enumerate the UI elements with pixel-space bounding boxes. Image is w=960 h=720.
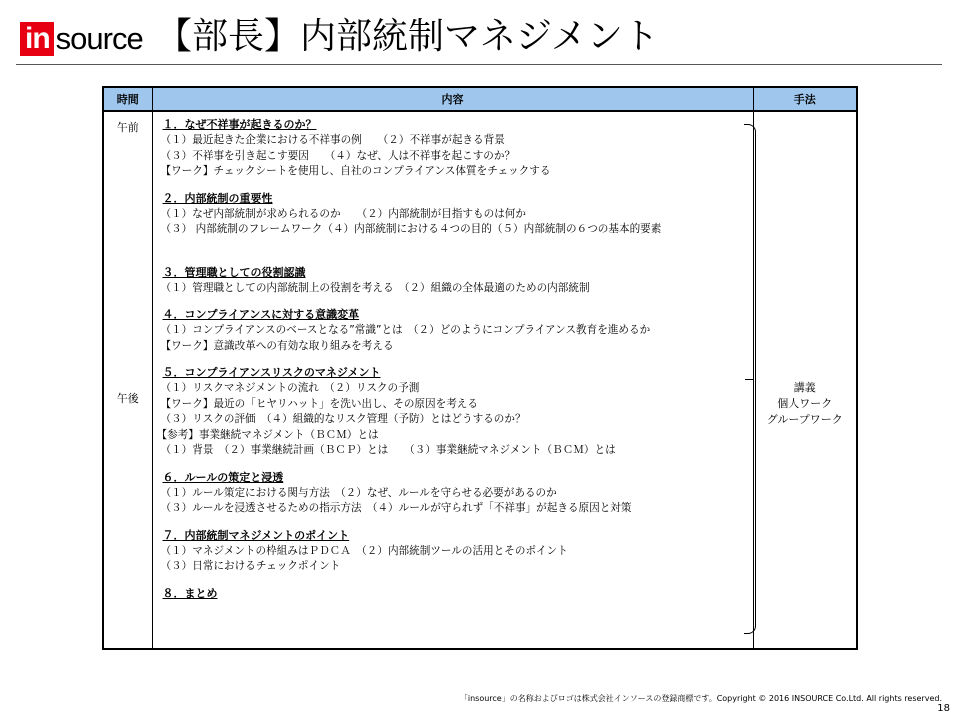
section-title: ７．内部統制マネジメントのポイント <box>162 528 350 542</box>
insource-logo <box>20 22 143 56</box>
section-title: ８．まとめ <box>162 586 218 600</box>
section-line: （１）背景 （２）事業継続計画（ＢＣＰ）とは （３）事業継続マネジメント（ＢＣＭ）とは <box>160 444 616 456</box>
section-title: ３．管理職としての役割認識 <box>162 265 306 279</box>
section-title: １．なぜ不祥事が起きるのか？ <box>162 118 317 131</box>
time-cell <box>103 111 152 649</box>
section-7 <box>161 528 753 575</box>
section-line: （３） 内部統制のフレームワーク（４）内部統制における４つの目的（５）内部統制の６つの基本的要素 <box>160 223 662 235</box>
page-title: 【部長】内部統制マネジメント <box>156 16 659 57</box>
section-line: （１）コンプライアンスのベースとなる”常識”とは （２）どのようにコンプライアンス教育を進めるか <box>160 324 651 336</box>
section-line: 【ワーク】最近の「ヒヤリハット」を洗い出し、その原因を考える <box>160 397 478 410</box>
content-cell <box>152 111 753 649</box>
section-line: （１）なぜ内部統制が求められるのか （２）内部統制が目指すものは何か <box>160 207 526 220</box>
header-method: 手法 <box>753 87 857 111</box>
section-line: （３）ルールを浸透させるための指示方法 （４）ルールが守られず「不祥事」が起きる原因と対策 <box>160 502 632 514</box>
section-8 <box>161 586 753 602</box>
title-divider <box>16 64 942 65</box>
method-lecture: 講義 <box>793 381 816 394</box>
section-5 <box>156 365 753 459</box>
page-number: 18 <box>937 703 950 714</box>
table-body-row <box>103 111 857 649</box>
copyright-notice: 「insource」の名称およびロゴは株式会社インソースの登録商標です。Copyright © 2016 INSOURCE Co.Ltd. All rights reserved. <box>459 694 942 703</box>
section-title: ６．ルールの策定と浸透 <box>162 470 284 484</box>
section-line: 【ワーク】チェックシートを使用し、自社のコンプライアンス体質をチェックする <box>160 165 551 177</box>
header-content: 内容 <box>152 87 753 111</box>
logo-source-text: source <box>55 21 143 56</box>
section-title: ２．内部統制の重要性 <box>162 191 273 205</box>
section-2 <box>161 191 753 238</box>
section-title: ５．コンプライアンスリスクのマネジメント <box>162 366 381 379</box>
section-line: （１）リスクマネジメントの流れ （２）リスクの予測 <box>160 382 420 394</box>
section-6 <box>161 470 753 517</box>
section-3 <box>161 265 753 297</box>
time-pm: 午後 <box>116 392 139 405</box>
schedule-table <box>102 86 858 650</box>
section-1 <box>161 117 753 180</box>
method-list <box>754 380 857 428</box>
method-individual-work: 個人ワーク <box>777 397 833 410</box>
section-line: （３）不祥事を引き起こす要因 （４）なぜ、人は不祥事を起こすのか？ <box>160 149 516 162</box>
method-cell <box>753 111 857 649</box>
section-line: 【ワーク】意識改革への有効な取り組みを考える <box>160 339 394 352</box>
bracket-tip <box>745 379 753 380</box>
header-time: 時間 <box>103 87 152 111</box>
time-am: 午前 <box>116 121 139 134</box>
section-line: （１）最近起きた企業における不祥事の例 （２）不祥事が起きる背景 <box>160 134 505 146</box>
section-title: ４．コンプライアンスに対する意識変革 <box>162 308 360 321</box>
section-line: （３）日常におけるチェックポイント <box>160 560 341 572</box>
section-line: （１）管理職としての内部統制上の役割を考える （２）組織の全体最適のための内部統制 <box>160 281 590 294</box>
section-line: （１）ルール策定における関与方法 （２）なぜ、ルールを守らせる必要があるのか <box>160 486 557 499</box>
table-header-row <box>103 87 857 111</box>
section-4 <box>161 307 753 354</box>
section-line: （１）マネジメントの枠組みはＰＤＣＡ （２）内部統制ツールの活用とそのポイント <box>160 544 568 557</box>
method-group-work: グループワーク <box>766 413 843 426</box>
bracket-shape <box>744 124 756 634</box>
logo-in-mark: in <box>20 22 54 56</box>
section-line: （３）リスクの評価 （４）組織的なリスク管理（予防）とはどうするのか？ <box>160 413 526 425</box>
section-line: 【参考】事業継続マネジメント（ＢＣＭ）とは <box>156 428 379 441</box>
